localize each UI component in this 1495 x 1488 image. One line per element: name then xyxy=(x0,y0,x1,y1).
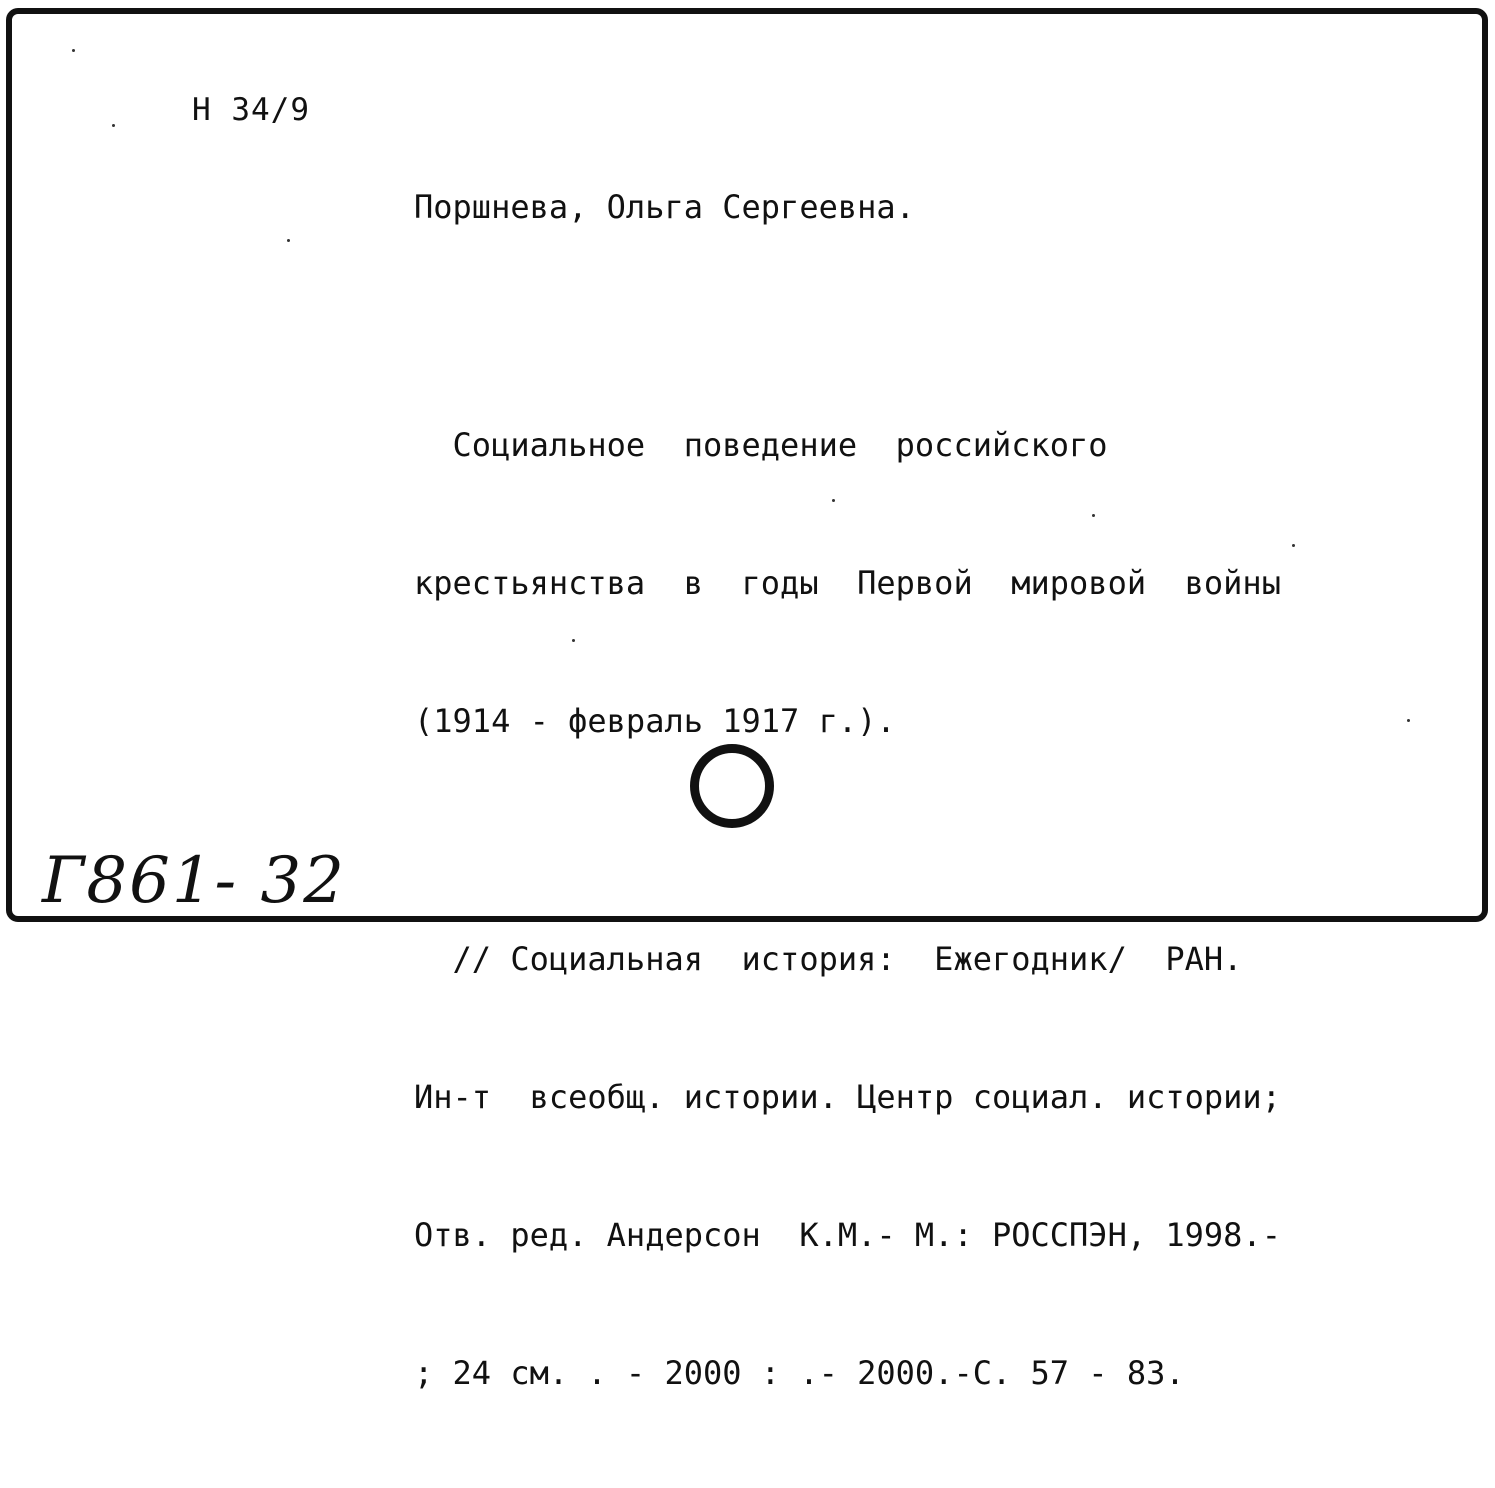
bibliographic-entry xyxy=(414,92,1374,1488)
scan-speck xyxy=(1092,514,1095,517)
scan-speck xyxy=(1292,544,1295,547)
title-line-2: крестьянства в годы Первой мировой войны xyxy=(414,564,1281,602)
scan-speck xyxy=(832,499,835,502)
title-line-3: (1914 - февраль 1917 г.). xyxy=(414,702,896,740)
author-line: Поршнева, Ольга Сергеевна. xyxy=(414,188,915,226)
scan-speck xyxy=(72,49,75,52)
catalog-card xyxy=(6,8,1488,1392)
scan-speck xyxy=(572,639,575,642)
source-line-3: Отв. ред. Андерсон К.М.- М.: РОССПЭН, 1998.- xyxy=(414,1216,1281,1254)
punch-hole xyxy=(690,744,774,828)
source-line-1: // Социальная история: Ежегодник/ РАН. xyxy=(414,940,1243,978)
source-line-2: Ин-т всеобщ. истории. Центр социал. истории; xyxy=(414,1078,1281,1116)
scan-speck xyxy=(112,124,115,127)
handwritten-call-number: Г861- 32 xyxy=(42,844,346,918)
title-line-1: Социальное поведение российского xyxy=(414,426,1108,464)
scan-speck xyxy=(1407,719,1410,722)
source-line-4: ; 24 см. . - 2000 : .- 2000.-С. 57 - 83. xyxy=(414,1354,1185,1392)
scan-speck xyxy=(287,239,290,242)
shelfmark: Н 34/9 xyxy=(192,92,310,128)
